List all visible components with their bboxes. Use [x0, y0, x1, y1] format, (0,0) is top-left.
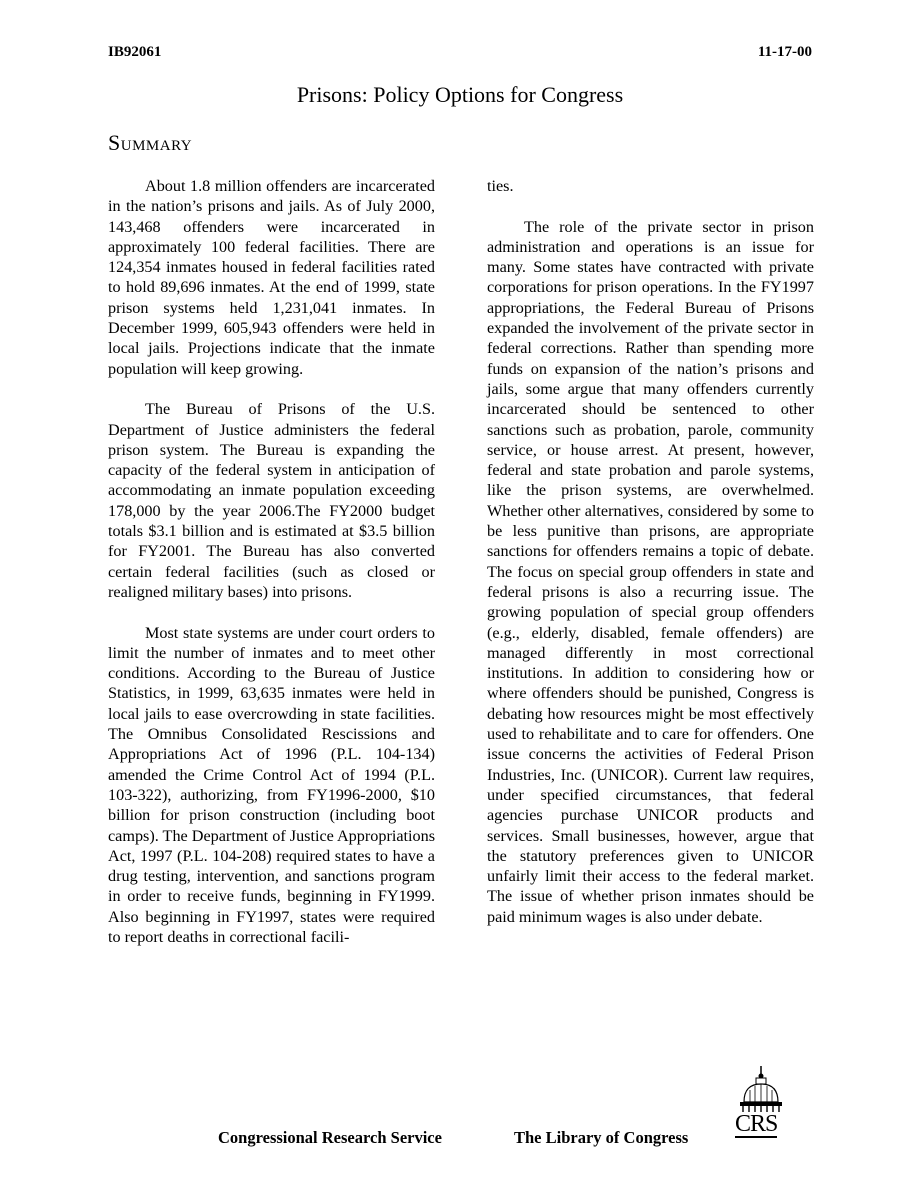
- page-title: Prisons: Policy Options for Congress: [296, 82, 624, 107]
- paragraph: About 1.8 million offenders are incarcerated in the nation’s prisons and jails. As of July 2000, 143,468 offenders were incarcerated in approximately 100 federal facilities. There are 124,354 inmates housed in federal facilities rated to hold 89,696 inmates. At the end of 1999, state prison systems held 1,231,041 inmates. In December 1999, 605,943 offenders were held in local jails. Projections indicate that the inmate population will keep growing.: [108, 177, 435, 378]
- right-column: [487, 176, 814, 947]
- crs-logo-text: CRS: [735, 1111, 778, 1137]
- paragraph: The Bureau of Prisons of the U.S. Department of Justice administers the federal prison system. The Bureau is expanding the capacity of the federal system in anticipation of accommodating an inmate population exceeding 178,000 by the year 2006.The FY2000 budget totals $3.1 billion and is estimated at $3.5 billion for FY2001. The Bureau has also converted certain federal facilities (such as closed or realigned military bases) into prisons.: [108, 400, 435, 601]
- footer-crs: Congressional Research Service: [218, 1128, 442, 1147]
- paragraph: The role of the private sector in prison administration and operations is an issue for many. Some states have contracted with private corporations for prison operations. In the FY1997 appropriations, the Federal Bureau of Prisons expanded the involvement of the private sector in federal corrections. Rather than spending more funds on expansion of the nation’s prisons and jails, some argue that many offenders currently incarcerated should be sentenced to other sanctions such as probation, parole, community service, or house arrest. At present, however, federal and state probation and parole systems, like the prison systems, are overwhelmed. Whether other alternatives, considered by some to be less punitive than prisons, are appropriate sanctions for offenders remains a topic of debate. The focus on special group offenders in state and federal prisons is also a recurring issue. The growing population of special group offenders (e.g., elderly, disabled, female offenders) are managed differently in most correctional institutions. In addition to considering how or where offenders should be punished, Congress is debating how resources might be most effectively used to rehabilitate and to care for offenders. One issue concerns the activities of Federal Prison Industries, Inc. (UNICOR). Current law requires, under specified circumstances, that federal agencies purchase UNICOR products and services. Small businesses, however, argue that the statutory preferences given to UNICOR unfairly limit their access to the federal market. The issue of whether prison inmates should be paid minimum wages is also under debate.: [487, 217, 814, 926]
- footer-library: The Library of Congress: [514, 1128, 689, 1147]
- paragraph: Most state systems are under court orders to limit the number of inmates and to meet other conditions. According to the Bureau of Justice Statistics, in 1999, 63,635 inmates were held in local jails to ease overcrowding in state facilities. The Omnibus Consolidated Rescissions and Appropriations Act of 1996 (P.L. 104-134) amended the Crime Control Act of 1994 (P.L. 103-322), authorizing, from FY1996-2000, $10 billion for prison construction (including boot camps). The Department of Justice Appropriations Act, 1997 (P.L. 104-208) required states to have a drug testing, intervention, and sanctions program in order to receive funds, beginning in FY1999. Also beginning in FY1997, states were required to report deaths in correctional facili-: [108, 623, 435, 946]
- paragraph-continuation: ties.: [487, 177, 514, 195]
- document-id: IB92061: [108, 44, 162, 60]
- section-heading: Summary: [108, 130, 193, 155]
- left-column: [108, 176, 435, 968]
- document-date: 11-17-00: [757, 44, 812, 60]
